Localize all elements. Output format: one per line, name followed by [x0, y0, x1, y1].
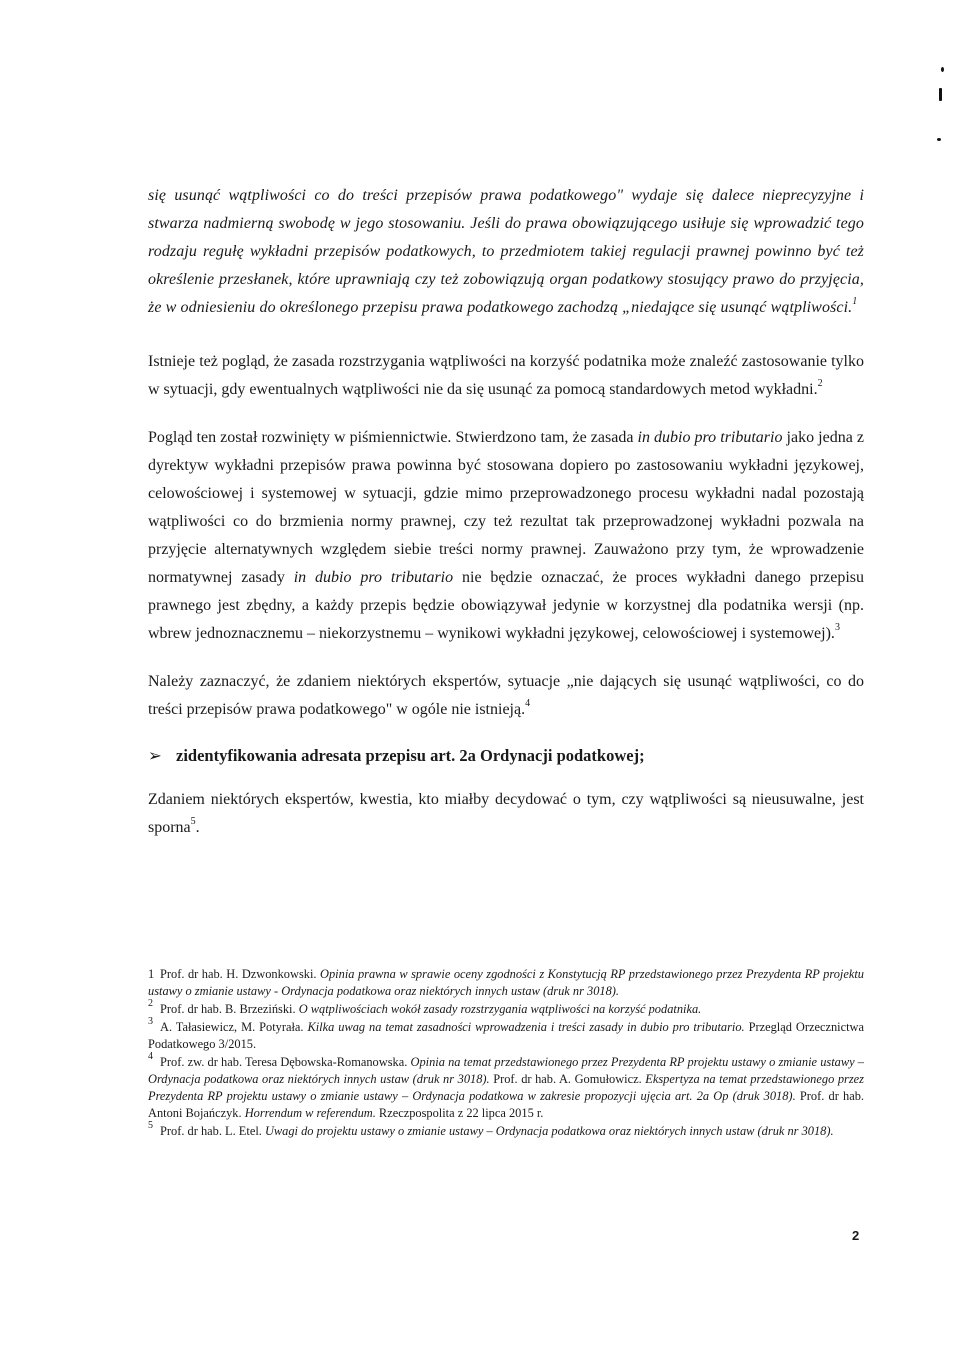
- paragraph-text: Zdaniem niektórych ekspertów, kwestia, kto miałby decydować o tym, czy wątpliwości są nieusuwalne, jest sporna: [148, 791, 864, 836]
- footnote-source: Prof. dr hab. A. Gomułowicz.: [489, 1072, 646, 1086]
- paragraph-text: Pogląd ten został rozwinięty w piśmiennictwie. Stwierdzono tam, że zasada: [148, 429, 638, 446]
- paragraph-text: Należy zaznaczyć, że zdaniem niektórych ekspertów, sytuacje „nie dających się usunąć wątpliwości, co do treści przepisów prawa podatkowego" w ogóle nie istnieją.: [148, 673, 864, 718]
- footnote: $^5$ Prof. dr hab. L. Etel. Uwagi do projektu ustawy o zmianie ustawy – Ordynacja podatkowa oraz niektórych innych ustaw (druk nr 3018).: [148, 1119, 834, 1138]
- footnote-source: Przegląd Orzecznictwa Podatkowego 3/2015.: [148, 1020, 864, 1051]
- footnote: $^2$ Prof. dr hab. B. Brzeziński. O wątpliwościach wokół zasady rozstrzygania wątpliwości na korzyść podatnika.: [148, 997, 702, 1016]
- bullet-heading-text: zidentyfikowania adresata przepisu art. 2a Ordynacji podatkowej;: [176, 746, 645, 765]
- footnote-title: Kilka uwag na temat zasadności wprowadzenia i treści zasady in dubio pro tributario.: [307, 1020, 745, 1034]
- footnote: [148, 966, 864, 1000]
- paragraph: [148, 348, 864, 404]
- footnote-author: Prof. dr hab. L. Etel.: [160, 1124, 265, 1138]
- footnote-title: Uwagi do projektu ustawy o zmianie ustawy – Ordynacja podatkowa oraz niektórych innych ustaw (druk nr 3018).: [264, 1124, 834, 1138]
- paragraph-text: .: [195, 819, 200, 836]
- footnote-ref: 3: [834, 621, 840, 633]
- footnote-author: A. Tałasiewicz, M. Potyrała.: [160, 1020, 308, 1034]
- footnote-title: Opinia na temat przedstawionego przez Prezydenta RP projektu ustawy o zmianie ustawy – Ordynacja podatkowa oraz niektórych innych ustaw (druk nr 3018).: [148, 1055, 864, 1086]
- footnote-ref: 2: [817, 377, 823, 389]
- scan-speck: [939, 88, 942, 101]
- footnote-author: Prof. dr hab. H. Dzwonkowski.: [160, 967, 321, 981]
- arrow-bullet-icon: ➢: [148, 746, 162, 765]
- quoted-opinion: [148, 182, 864, 322]
- footnote-ref: 4: [525, 697, 531, 709]
- footnote-author: Prof. zw. dr hab. Teresa Dębowska-Romanowska.: [160, 1055, 411, 1069]
- paragraph-text: jako jedna z dyrektyw wykładni przepisów prawa powinna być stosowana dopiero po zastosowaniu wykładni językowej, celowościowej i systemowej w sytuacji, gdzie mimo przeprowadzonego procesu wykładni nadal pozostają wątpliwości co do brzmienia normy prawnej, czy też rezultat tak przeprowadzonej wykładni pozwala na przyjęcie alternatywnych względem siebie treści normy prawnej. Zauważono przy tym, że wprowadzenie normatywnej zasady: [148, 429, 865, 586]
- footnote-source: Rzeczpospolita z 22 lipca 2015 r.: [375, 1106, 544, 1120]
- paragraph-text: Istnieje też pogląd, że zasada rozstrzygania wątpliwości na korzyść podatnika może znaleźć zastosowanie tylko w sytuacji, gdy ewentualnych wątpliwości nie da się usunąć za pomocą standardowych metod wykładni.: [148, 353, 864, 398]
- paragraph: [148, 424, 864, 648]
- footnote: $^3$ A. Tałasiewicz, M. Potyrała. Kilka uwag na temat zasadności wprowadzenia i treści zasady in dubio pro tributario. Przegląd Orzecznictwa Podatkowego 3/2015.: [148, 1015, 864, 1051]
- body-text: [148, 182, 864, 862]
- latin-phrase: in dubio pro tributario: [637, 429, 783, 446]
- footnote-ref: 5: [190, 815, 196, 827]
- footnotes: [148, 966, 864, 1141]
- scan-speck: [937, 138, 941, 141]
- footnote-title: Horrendum w referendum.: [244, 1106, 376, 1120]
- quoted-opinion-text: się usunąć wątpliwości co do treści przepisów prawa podatkowego" wydaje się dalece nieprecyzyjne i stwarza nadmierną swobodę w jego stosowaniu. Jeśli do prawa obowiązującego usiłuje się wprowadzić tego rodzaju regułę wykładni przepisów podatkowych, to przedmiotem takiej regulacji prawnej powinno być też określenie przesłanek, które uprawniają czy też zobowiązują organ podatkowy stosujący prawo do przyjęcia, że w odniesieniu do określonego przepisu prawa podatkowego zachodzą „niedające się usunąć wątpliwości.: [148, 187, 864, 316]
- footnote: $^4$ Prof. zw. dr hab. Teresa Dębowska-Romanowska. Opinia na temat przedstawionego przez Prezydenta RP projektu ustawy o zmianie ustawy – Ordynacja podatkowa oraz niektórych innych ustaw (druk nr 3018). Prof. dr hab. A. Gomułowicz. Ekspertyza na temat przedstawionego przez Prezydenta RP projektu ustawy o zmianie ustawy – Ordynacja podatkowa w zakresie propozycji ujęcia art. 2a Op (druk 3018). Prof. dr hab. Antoni Bojańczyk. Horrendum w referendum. Rzeczpospolita z 22 lipca 2015 r.: [148, 1050, 864, 1120]
- footnote-title: Opinia prawna w sprawie oceny zgodności z Konstytucją RP przedstawionego przez Prezydenta RP projektu ustawy o zmianie ustawy - Ordynacja podatkowa oraz niektórych innych ustaw (druk nr 3018).: [148, 967, 864, 998]
- footnote-source: Prof. dr hab. Antoni Bojańczyk.: [148, 1089, 864, 1120]
- paragraph: [148, 668, 864, 724]
- latin-phrase: in dubio pro tributario: [293, 569, 454, 586]
- scan-speck: [941, 67, 944, 72]
- footnote-number: 1: [148, 967, 155, 981]
- footnote-author: Prof. dr hab. B. Brzeziński.: [160, 1002, 299, 1016]
- paragraph-text: nie będzie oznaczać, że proces wykładni danego przepisu prawnego jest zbędny, a każdy przepis będzie obowiązywał jedynie w korzystnej dla podatnika wersji (np. wbrew jednoznacznemu – niekorzystnemu – wynikowi wykładni językowej, celowościowej i systemowej).: [148, 569, 864, 642]
- page-number: 2: [852, 1228, 860, 1243]
- footnote-title: Ekspertyza na temat przedstawionego przez Prezydenta RP projektu ustawy o zmianie ustawy – Ordynacja podatkowa w zakresie propozycji ujęcia art. 2a Op (druk 3018).: [148, 1072, 864, 1103]
- footnote-ref: 1: [852, 295, 858, 307]
- bullet-heading: [148, 744, 864, 768]
- footnote-title: O wątpliwościach wokół zasady rozstrzygania wątpliwości na korzyść podatnika.: [298, 1002, 702, 1016]
- paragraph: [148, 786, 864, 842]
